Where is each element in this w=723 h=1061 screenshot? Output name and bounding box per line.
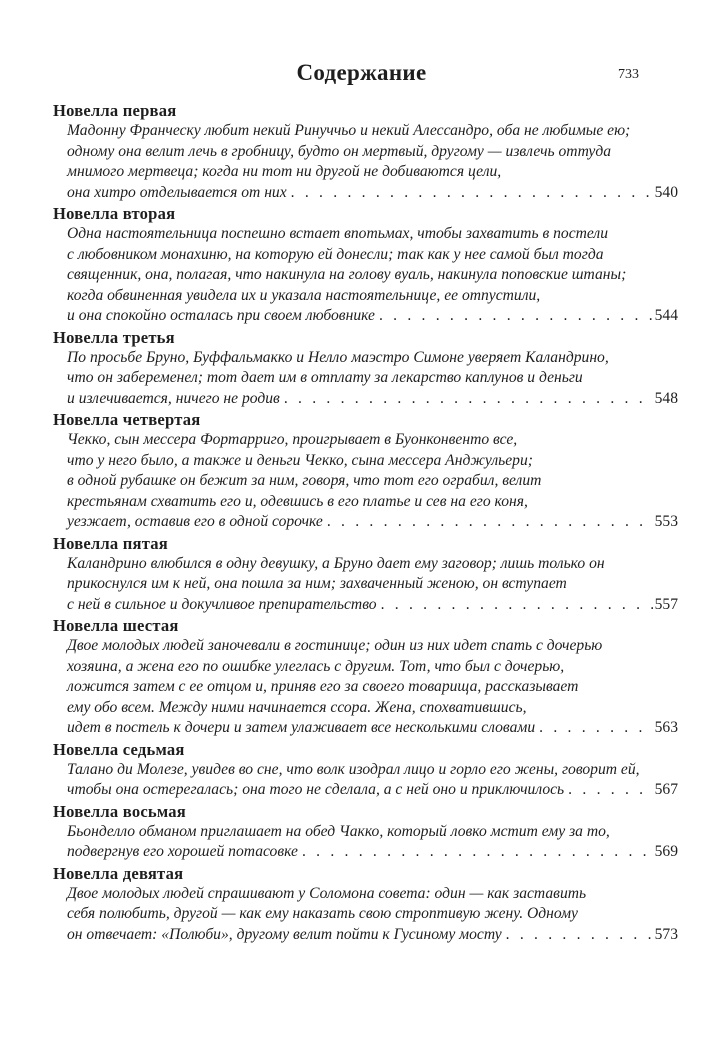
dot-leader <box>323 512 653 533</box>
toc-entry-summary-line: Талано ди Молезе, увидев во сне, что волк изодрал лицо и горло его жены, говорит ей, <box>67 760 640 778</box>
dot-leader <box>564 780 652 801</box>
page-header <box>0 60 723 90</box>
toc-entry-summary-line: и излечивается, ничего не родив <box>67 389 280 407</box>
toc-entry-title: Новелла вторая <box>53 204 176 223</box>
toc-entry-page-number: 567 <box>654 781 678 798</box>
toc-entry <box>53 327 678 410</box>
toc-entry-summary-line: крестьянам схватить его и, одевшись в его платье и сев на его коня, <box>67 492 528 510</box>
toc-entry-last-line <box>53 595 678 616</box>
toc-entry-page-number: 573 <box>654 925 678 943</box>
toc-entry-title: Новелла восьмая <box>53 801 186 821</box>
toc-entry-summary-line: Одна настоятельница поспешно встает впотьмах, чтобы захватить в постели <box>67 225 609 242</box>
toc-entry-summary-line: Двое молодых людей спрашивают у Соломона совета: один — как заставить <box>67 884 587 902</box>
dot-leader <box>502 925 653 946</box>
toc-entry-last-line <box>53 842 678 863</box>
toc-entry <box>53 739 678 801</box>
toc-entry-summary-line: прикоснулся им к ней, она пошла за ним; захваченный женою, он вступает <box>67 575 567 592</box>
toc-entry-title: Новелла седьмая <box>53 739 185 759</box>
toc-entry-summary-line: что у него было, а также и деньги Чекко, сына мессера Анджульери; <box>67 451 533 469</box>
toc-entry-title: Новелла четвертая <box>53 410 201 429</box>
toc-entry <box>53 533 678 616</box>
dot-leader <box>535 718 652 739</box>
toc-entry <box>53 409 678 533</box>
dot-leader <box>298 842 653 863</box>
toc-entry-summary-line: хозяина, а жена его по ошибке улеглась с другим. Тот, что был с дочерью, <box>67 657 565 675</box>
toc-entry-summary-line: себя полюбить, другой — как ему наказать свою строптивую жену. Одному <box>67 905 578 922</box>
toc-entry <box>53 615 678 739</box>
toc-entry <box>53 100 678 203</box>
toc-entry-title: Новелла третья <box>53 327 175 347</box>
toc-entry <box>53 801 678 863</box>
toc-entry-summary-line: По просьбе Бруно, Буффальмакко и Нелло маэстро Симоне уверяет Каландрино, <box>67 348 609 366</box>
toc-entry-summary-line: с любовником монахиню, на которую ей донесли; так как у нее самой был тогда <box>67 245 604 263</box>
toc-entry-summary-line: Двое молодых людей заночевали в гостинице; один из них идет спать с дочерью <box>67 637 603 654</box>
toc-entry-summary-line: Чекко, сын мессера Фортарриго, проигрывает в Буонконвенто все, <box>67 431 518 448</box>
toc-entry-summary-line: мнимого мертвеца; когда ни тот ни другой не добиваются цели, <box>67 163 502 180</box>
toc-entry-summary-line: Мадонну Франческу любит некий Ринуччьо и некий Алессандро, оба не любимые ею; <box>67 122 631 139</box>
toc-entry-title: Новелла первая <box>53 101 177 120</box>
toc-entry-page-number: 563 <box>654 719 678 736</box>
toc-entry-last-line <box>53 718 678 739</box>
toc-entry-last-line <box>53 306 678 327</box>
dot-leader <box>287 183 653 204</box>
toc-entry <box>53 863 678 946</box>
toc-entry-page-number: 548 <box>654 389 678 407</box>
page-number: 733 <box>618 67 639 82</box>
toc-entry-summary-line: чтобы она остерегалась; она того не сделала, а с ней оно и приключилось <box>67 781 565 798</box>
toc-entry-page-number: 544 <box>654 307 678 324</box>
dot-leader <box>280 389 653 410</box>
toc-entry-summary-line: священник, она, полагая, что накинула на голову вуаль, накинула поповские штаны; <box>67 266 627 283</box>
toc-entry-summary-line: что он забеременел; тот дает им в отплату за лекарство каплунов и деньги <box>67 369 583 386</box>
toc-entry-summary-line: когда обвиненная увидела их и указала настоятельнице, ее отпустили, <box>67 286 541 304</box>
toc-entry-summary-line: она хитро отделывается от них <box>67 183 287 201</box>
toc-entry-last-line <box>53 512 678 533</box>
toc-entry-summary-line: уезжает, оставив его в одной сорочке <box>67 513 323 530</box>
toc-entry-title: Новелла пятая <box>53 533 168 553</box>
toc-entry-page-number: 557 <box>654 595 678 613</box>
toc-entry <box>53 203 678 327</box>
toc-entry-page-number: 553 <box>654 513 678 530</box>
toc-entry-last-line <box>53 925 678 946</box>
toc-entry-summary-line: подвергнув его хорошей потасовке <box>67 843 298 860</box>
page-title: Содержание <box>296 60 427 85</box>
table-of-contents <box>53 100 678 945</box>
toc-entry-summary-line: одному она велит лечь в гробницу, будто он мертвый, другому — извлечь оттуда <box>67 142 611 160</box>
toc-entry-summary-line: в одной рубашке он бежит за ним, говоря, что тот его ограбил, велит <box>67 472 542 489</box>
toc-entry-page-number: 569 <box>654 843 678 860</box>
toc-entry-summary-line: и она спокойно осталась при своем любовнике <box>67 307 375 324</box>
toc-entry-last-line <box>53 183 678 204</box>
dot-leader <box>377 595 653 616</box>
toc-entry-summary-line: Бьонделло обманом приглашает на обед Чакко, который ловко мстит ему за то, <box>67 822 610 840</box>
toc-entry-summary-line: идет в постель к дочери и затем улаживает все несколькими словами <box>67 719 536 736</box>
toc-entry-summary-line: Каландрино влюбился в одну девушку, а Бруно дает ему заговор; лишь только он <box>67 554 605 572</box>
toc-entry-last-line <box>53 780 678 801</box>
toc-entry-summary-line: ложится затем с ее отцом и, приняв его за своего товарища, рассказывает <box>67 678 579 695</box>
dot-leader <box>375 306 653 327</box>
toc-entry-title: Новелла шестая <box>53 616 179 635</box>
toc-entry-summary-line: с ней в сильное и докучливое препирательство <box>67 595 377 613</box>
toc-entry-last-line <box>53 389 678 410</box>
toc-entry-page-number: 540 <box>654 183 678 201</box>
toc-entry-title: Новелла девятая <box>53 863 184 883</box>
toc-entry-summary-line: ему обо всем. Между ними начинается ссора. Жена, спохватившись, <box>67 698 527 716</box>
toc-entry-summary-line: он отвечает: «Полюби», другому велит пойти к Гусиному мосту <box>67 925 502 943</box>
